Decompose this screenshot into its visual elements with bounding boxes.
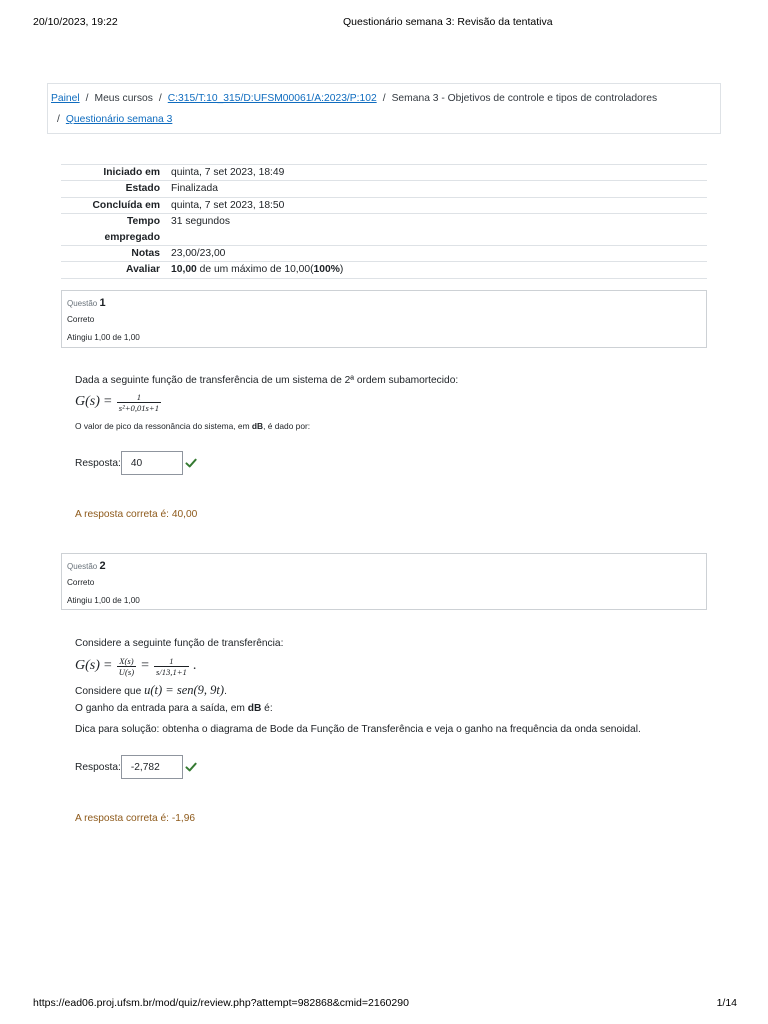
- fraction-numerator: X(s): [119, 655, 134, 666]
- summary-label: Avaliar: [126, 264, 160, 276]
- answer-input[interactable]: [121, 755, 183, 779]
- right-answer-feedback: A resposta correta é: -1,96: [75, 813, 196, 824]
- summary-label: Concluída em: [92, 199, 160, 211]
- prompt-unit: dB: [251, 421, 264, 431]
- summary-label: Notas: [131, 248, 160, 260]
- print-footer-page-number: 1/14: [716, 997, 737, 1009]
- attempt-summary-table: [61, 164, 707, 279]
- summary-row-grade: [61, 262, 707, 278]
- question-prompt: [75, 701, 273, 717]
- summary-label: Tempo empregado: [104, 216, 160, 243]
- question-condition: [75, 682, 227, 700]
- formula-period: .: [192, 658, 197, 673]
- print-header-datetime: 20/10/2023, 19:22: [33, 16, 118, 28]
- breadcrumb-link-painel[interactable]: Painel: [51, 93, 80, 104]
- question-number-value: 1: [99, 297, 106, 309]
- right-answer-feedback: A resposta correta é: 40,00: [75, 509, 198, 520]
- answer-label: Resposta:: [75, 761, 121, 773]
- question-number-prefix: Questão: [67, 562, 98, 571]
- question-state: Correto: [67, 315, 95, 324]
- summary-value: Finalizada: [171, 183, 218, 195]
- breadcrumb-separator: /: [57, 114, 60, 125]
- question-number: [67, 558, 701, 575]
- check-icon: [185, 761, 197, 773]
- breadcrumb-label-section: Semana 3 - Objetivos de controle e tipos de controladores: [391, 93, 658, 104]
- breadcrumb-separator: /: [382, 93, 386, 104]
- breadcrumb-separator: /: [85, 93, 89, 104]
- summary-value: 31 segundos: [171, 216, 230, 228]
- condition-text: Considere que: [75, 686, 145, 697]
- breadcrumb-link-quiz[interactable]: Questionário semana 3: [65, 114, 173, 125]
- answer-row: [75, 755, 197, 779]
- breadcrumb-link-course[interactable]: C:315/T:10_315/D:UFSM00061/A:2023/P:102: [167, 93, 377, 104]
- prompt-text: O ganho da entrada para a saída, em: [75, 703, 248, 714]
- fraction-denominator: s²+0,01s+1: [118, 402, 159, 413]
- grade-percent: 100%: [313, 264, 340, 276]
- question-hint: Dica para solução: obtenha o diagrama de Bode da Função de Transferência e veja o ganho na frequência da onda senoidal.: [75, 724, 641, 735]
- formula-equals: =: [103, 394, 112, 409]
- question-2-info: [61, 553, 707, 610]
- summary-label: Estado: [125, 183, 160, 195]
- print-footer-url: https://ead06.proj.ufsm.br/mod/quiz/review.php?attempt=982868&cmid=2160290: [33, 997, 409, 1009]
- summary-row-marks: [61, 246, 707, 262]
- formula-equals: =: [141, 658, 149, 673]
- question-grade: Atingiu 1,00 de 1,00: [67, 333, 140, 342]
- transfer-function-formula: [75, 654, 196, 678]
- print-header-title: Questionário semana 3: Revisão da tentativa: [343, 16, 553, 28]
- prompt-text: O valor de pico da ressonância do sistema, em: [75, 421, 252, 431]
- summary-row-completed: [61, 197, 707, 213]
- check-icon: [185, 457, 197, 469]
- prompt-unit: dB: [247, 703, 262, 714]
- grade-value: 10,00: [171, 264, 197, 276]
- question-text: Dada a seguinte função de transferência de um sistema de 2ª ordem subamortecido:: [75, 375, 459, 386]
- answer-input[interactable]: [121, 451, 183, 475]
- summary-row-time-taken: [61, 214, 707, 246]
- answer-row: [75, 451, 197, 475]
- question-1-info: [61, 290, 707, 348]
- summary-value: 23,00/23,00: [171, 248, 226, 260]
- breadcrumb: [47, 83, 721, 134]
- breadcrumb-item-course: [153, 88, 377, 109]
- summary-value: quinta, 7 set 2023, 18:49: [171, 167, 285, 178]
- formula-lhs: G(s): [75, 394, 100, 409]
- formula-fraction: [117, 656, 136, 677]
- breadcrumb-item-painel: [51, 88, 80, 109]
- summary-row-state: [61, 181, 707, 197]
- prompt-text-end: , é dado por:: [263, 421, 311, 431]
- formula-fraction: [154, 656, 189, 677]
- condition-text-end: .: [224, 686, 227, 697]
- breadcrumb-separator: /: [158, 93, 162, 104]
- breadcrumb-label-meus-cursos: Meus cursos: [94, 93, 153, 104]
- question-text: Considere a seguinte função de transferência:: [75, 638, 284, 649]
- question-prompt: [75, 419, 310, 433]
- breadcrumb-item-meus-cursos: [80, 88, 153, 109]
- summary-value: [165, 262, 707, 278]
- condition-math: u(t) = sen(9, 9t): [144, 683, 225, 697]
- transfer-function-formula: [75, 390, 162, 414]
- question-number: [67, 295, 701, 312]
- fraction-numerator: 1: [136, 391, 142, 402]
- formula-fraction: [117, 392, 161, 413]
- question-number-prefix: Questão: [67, 299, 98, 308]
- grade-text: de um máximo de 10,00(: [196, 264, 314, 276]
- fraction-denominator: s/13,1+1: [155, 666, 187, 677]
- grade-text-end: ): [339, 264, 344, 276]
- question-number-value: 2: [99, 560, 106, 572]
- summary-value: quinta, 7 set 2023, 18:50: [171, 199, 285, 211]
- fraction-denominator: U(s): [118, 666, 135, 677]
- summary-label: Iniciado em: [103, 167, 160, 178]
- summary-row-started: [61, 165, 707, 181]
- breadcrumb-item-quiz: [51, 109, 172, 130]
- question-grade: Atingiu 1,00 de 1,00: [67, 596, 140, 605]
- formula-equals: =: [103, 658, 112, 673]
- breadcrumb-item-section: [377, 88, 657, 109]
- question-state: Correto: [67, 578, 95, 587]
- fraction-numerator: 1: [169, 655, 174, 666]
- formula-lhs: G(s): [75, 658, 100, 673]
- prompt-text-end: é:: [261, 703, 273, 714]
- answer-label: Resposta:: [75, 457, 121, 469]
- attempt-summary-body: [61, 165, 707, 279]
